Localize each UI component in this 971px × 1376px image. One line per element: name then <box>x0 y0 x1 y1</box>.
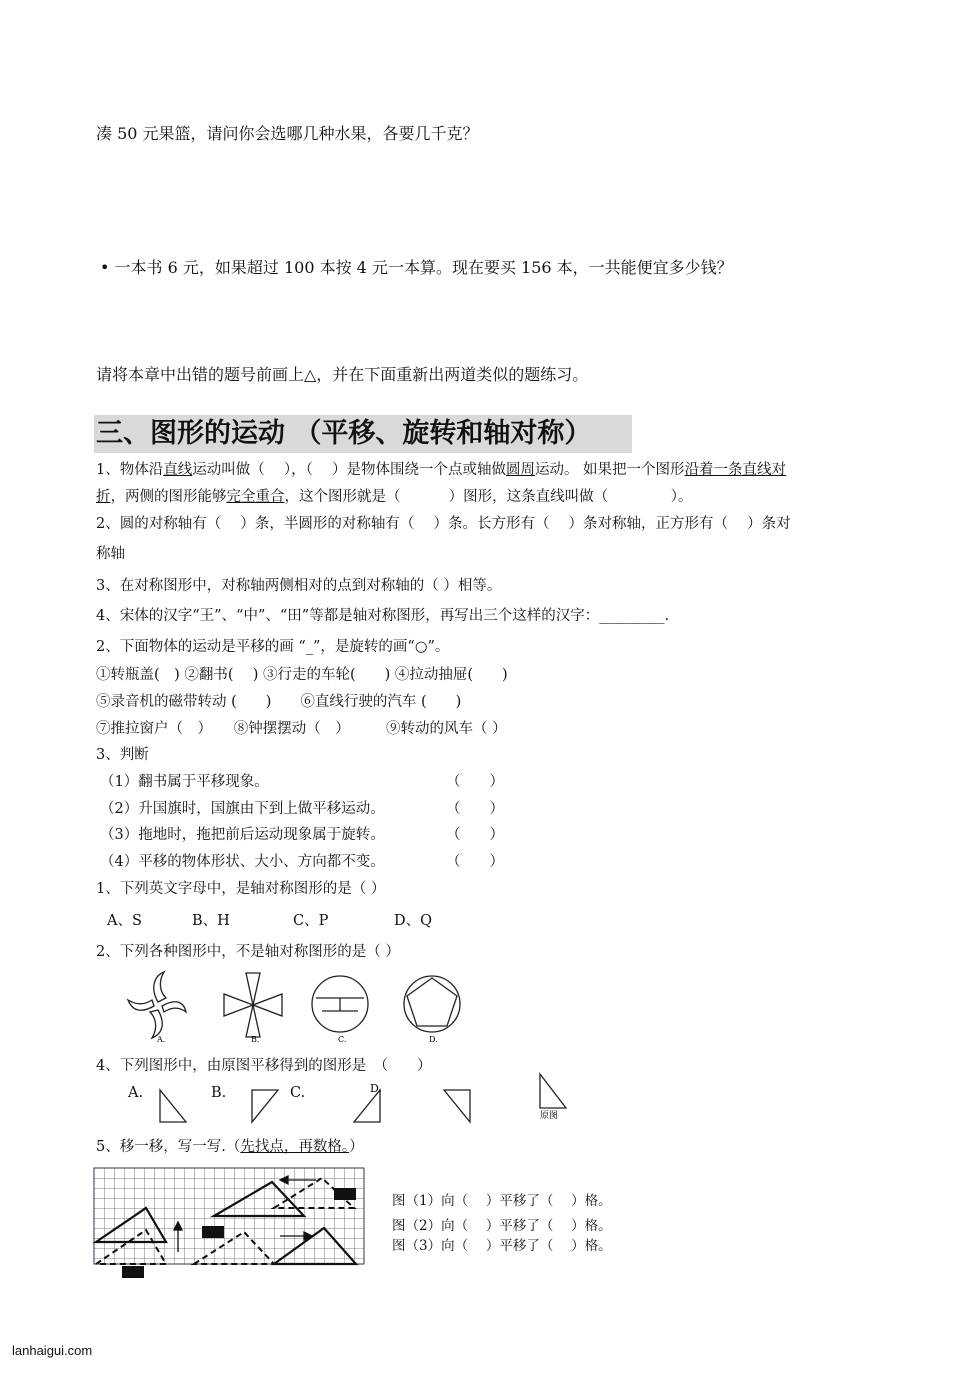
mc1-option-d: D、Q <box>394 913 433 929</box>
section-title: 三、图形的运动 （平移、旋转和轴对称） <box>96 418 592 449</box>
footer-site: lanhaigui.com <box>12 1343 93 1358</box>
judge-item-4: （4）平移的物体形状、大小、方向都不变。 <box>100 854 385 870</box>
grid-block-2 <box>334 1188 356 1200</box>
translate-fill-1: 图（1）向（ ）平移了（ ）格。 <box>392 1193 612 1209</box>
grid-block-1 <box>202 1226 224 1238</box>
question-1-line-1: 1、物体沿直线运动叫做（ ），（ ）是物体围绕一个点或轴做圆周运动。 如果把一个图形沿着一条直线对 <box>96 462 787 478</box>
question-4: 4、宋体的汉字“王”、“中”、“田”等都是轴对称图形，再写出三个这样的汉字：_________. <box>96 608 670 624</box>
question-2-line-1: 2、圆的对称轴有（ ）条，半圆形的对称轴有（ ）条。长方形有（ ）条对称轴，正方形有（ ）条对 <box>96 516 791 532</box>
motion-row-3: ⑦推拉窗户（ ） ⑧钟摆摆动（ ） ⑨转动的风车（ ） <box>96 721 507 737</box>
judge-paren-3: （ ） <box>446 827 504 843</box>
circle-figure <box>312 976 368 1032</box>
triangle-b <box>252 1090 278 1122</box>
judge-paren-4: （ ） <box>446 854 504 870</box>
pinwheel-figure <box>128 972 186 1038</box>
mc2-label-d: D. <box>429 1035 438 1044</box>
question-fruit-basket: 凑 50 元果篮，请问你会选哪几种水果，各要几千克？ <box>96 124 479 143</box>
translate-fill-3: 图（3）向（ ）平移了（ ）格。 <box>392 1238 612 1254</box>
mc-question-2: 2、下列各种图形中，不是轴对称图形的是（ ） <box>96 944 400 960</box>
motion-row-1: ①转瓶盖( ) ②翻书( ) ③行走的车轮( ) ④拉动抽屉( ) <box>96 667 508 683</box>
question-2-line-2: 称轴 <box>96 546 125 562</box>
question-motion: 2、下面物体的运动是平移的画 “_”，是旋转的画“○”。 <box>96 639 450 655</box>
bowtie-figure <box>224 973 282 1037</box>
mc2-figures <box>120 968 470 1046</box>
judge-item-3: （3）拖地时，拖把前后运动现象属于旋转。 <box>100 827 385 843</box>
triangle-a <box>160 1090 186 1122</box>
mc4-label-c: C. <box>290 1085 306 1101</box>
judge-item-1: （1）翻书属于平移现象。 <box>100 774 269 790</box>
judge-item-2: （2）升国旗时，国旗由下到上做平移运动。 <box>100 801 385 817</box>
grid-block-3 <box>122 1266 144 1278</box>
section-heading <box>94 415 632 453</box>
judge-paren-1: （ ） <box>446 774 504 790</box>
question-translate: 5、移一移，写一写.（先找点，再数格。） <box>96 1139 364 1155</box>
triangle-original <box>540 1074 566 1108</box>
mc-question-4: 4、下列图形中，由原图平移得到的图形是 （ ） <box>96 1058 432 1074</box>
judge-title: 3、判断 <box>96 747 149 763</box>
mc1-option-a: A、S <box>107 913 142 929</box>
motion-row-2: ⑤录音机的磁带转动 ( ) ⑥直线行驶的汽车 ( ) <box>96 694 462 710</box>
mc4-original-label: 原图 <box>540 1111 559 1121</box>
mc2-label-b: B. <box>251 1035 260 1044</box>
mc4-label-a: A. <box>128 1085 144 1101</box>
mc2-label-c: C. <box>338 1035 347 1044</box>
mc4-label-b: B. <box>211 1085 227 1101</box>
question-3: 3、在对称图形中，对称轴两侧相对的点到对称轴的（ ）相等。 <box>96 578 502 594</box>
mc1-option-b: B、H <box>192 913 230 929</box>
mc4-label-d: D. <box>370 1082 382 1095</box>
question-1-line-2: 折，两侧的图形能够完全重合，这个图形就是（ ）图形，这条直线叫做（ ）。 <box>96 489 693 505</box>
translation-grid <box>94 1168 364 1280</box>
judge-paren-2: （ ） <box>446 801 504 817</box>
question-books-discount: • 一本书 6 元，如果超过 100 本按 4 元一本算。现在要买 156 本，一共能便宜多少钱？ <box>100 258 733 277</box>
instruction-redo: 请将本章中出错的题号前画上△，并在下面重新出两道类似的题练习。 <box>96 365 589 384</box>
pentagon-figure <box>404 976 460 1032</box>
triangle-d <box>444 1090 470 1122</box>
mc-question-1: 1、下列英文字母中，是轴对称图形的是（ ） <box>96 881 386 897</box>
mc1-option-c: C、P <box>293 913 329 929</box>
translate-fill-2: 图（2）向（ ）平移了（ ）格。 <box>392 1218 612 1234</box>
mc4-triangles <box>150 1070 580 1130</box>
mc2-label-a: A. <box>157 1035 166 1044</box>
